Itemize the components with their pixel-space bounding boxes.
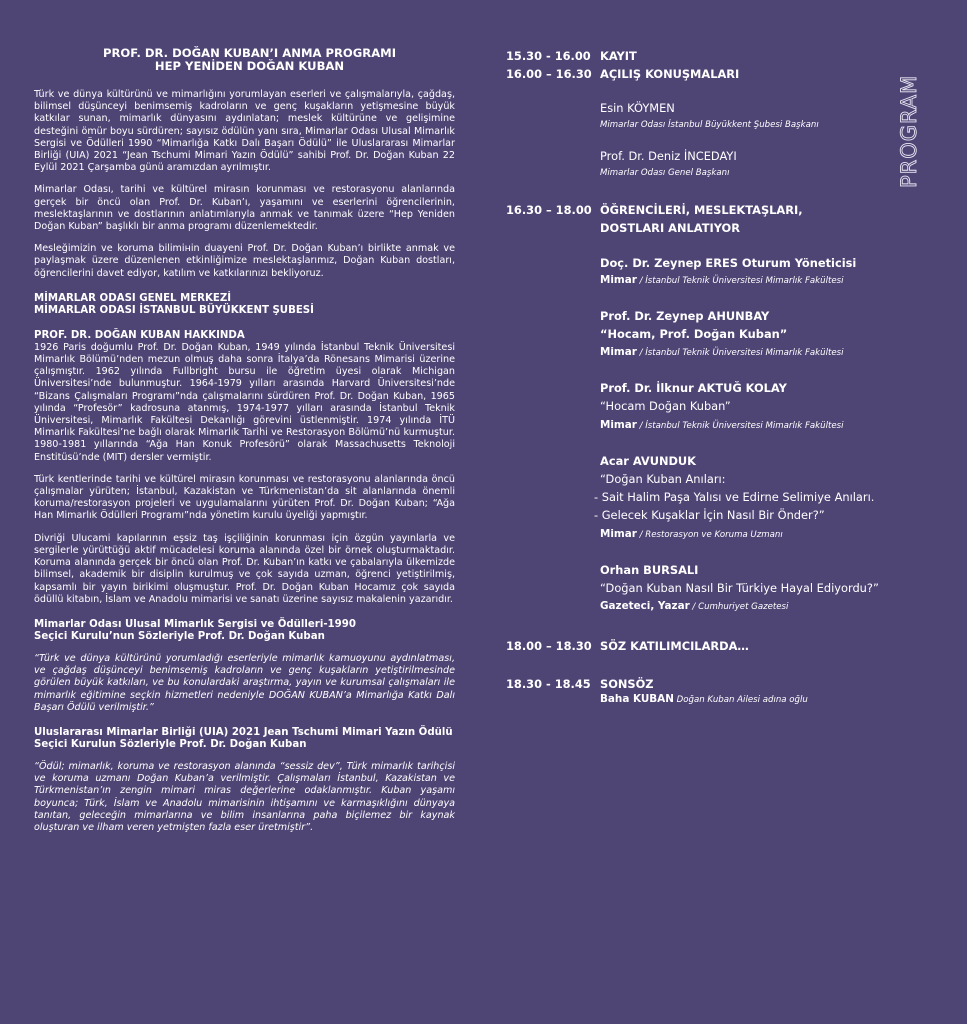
speaker-role: Mimarlar Odası Genel Başkanı — [600, 168, 730, 178]
session-opening — [506, 65, 906, 83]
speaker-role: Mimarlar Odası İstanbul Büyükkent Şubesi Başkanı — [600, 120, 819, 130]
session-time: 18.00 – 18.30 — [506, 639, 592, 653]
intro-paragraph-1: Türk ve dünya kültürünü ve mimarlığını yorumlayan eserleri ve çalışmalarıyla, çağdaş, bilimsel düşünceyi benimsemiş kadroların ve genç kuşakların yetişmesine büyük katkılar sunan, mimarlık dünyasını aydınlatan; meslek kültürüne ve gelişimine desteğini ömür boyu sürdüren; sayısız ödülün yanı sıra, Mimarlar Odası Ulusal Mimarlık Sergisi ve Ödülleri 1990 “Mimarlığa Katkı Dalı Başarı Ödülü” ile Uluslararası Mimarlar Birliği (UIA) 2021 “Jean Tschumi Mimari Yazın Ödülü” sahibi Prof. Dr. Doğan Kuban 22 Eylül 2021 Çarşamba günü aramızdan ayrılmıştır. — [34, 89, 455, 174]
award-2-line-1: Uluslararası Mimarlar Birliği (UIA) 2021 Jean Tschumi Mimari Yazın Ödülü — [34, 726, 453, 738]
award-1-line-1: Mimarlar Odası Ulusal Mimarlık Sergisi ve Ödülleri-1990 — [34, 618, 356, 630]
organizer-1: MİMARLAR ODASI GENEL MERKEZİ — [34, 292, 232, 304]
speaker-profession: Mimar — [600, 274, 637, 286]
session-time: 16.00 – 16.30 — [506, 67, 592, 81]
session-label: SONSÖZ — [600, 677, 654, 691]
award-2-heading — [34, 727, 455, 751]
speaker-role: Mimar / İstanbul Teknik Üniversitesi Mimarlık Fakültesi — [600, 274, 844, 286]
session-closing — [506, 675, 906, 693]
speaker-role — [600, 693, 906, 706]
speaker-ilknur-aktug-kolay — [600, 381, 906, 432]
session-label-line-1: ÖĞRENCİLERİ, MESLEKTAŞLARI, — [600, 203, 803, 217]
award-2-quote: “Ödül; mimarlık, koruma ve restorasyon alanında “sessiz dev”, Türk mimarlık tarihçisi ve koruma uzmanı Doğan Kuban’a verilmiştir. Çalışmaları İstanbul, Kazakistan ve Türkmenistan’ın zengin mimari miras değerlerine odaklanmıştır. Kuban yaşamı boyunca; Türk, İslam ve Anadolu mimarisinin ihtişamını ve karmaşıklığını dünyaya tanıtan, geleceğin mimarlarına ve bilim insanlarına paha biçilemez bir kaynak oluşturan ve ilham veren yetmişten fazla eser üretmiştir”. — [34, 760, 455, 833]
about-heading: PROF. DR. DOĞAN KUBAN HAKKINDA — [34, 329, 245, 341]
speaker-role: Mimar / İstanbul Teknik Üniversitesi Mimarlık Fakültesi — [600, 419, 844, 431]
award-1-quote: “Türk ve dünya kültürünü yorumladığı eserleriyle mimarlık kamuoyunu aydınlatması, ve çağdaş düşünceyi benimsemiş kadroların ve genç kuşakların yetiştirilmesinde görülen büyük katkıları, ve bu konulardaki araştırma, yayın ve kurumsal çalışmaları ile mimarlık eğitimine seçkin hizmetleri nedeniyle DOĞAN KUBAN’a Mimarlığa Katkı Dalı Başarı Ödülü verilmiştir.” — [34, 652, 455, 713]
talk-title-line-2: - Sait Halim Paşa Yalısı ve Edirne Selimiye Anıları. — [594, 490, 875, 504]
speaker-orhan-bursali — [600, 563, 906, 613]
speaker-zeynep-ahunbay — [600, 309, 906, 359]
program-column — [506, 47, 906, 706]
session-testimonies — [506, 201, 906, 237]
program-vertical-label: PROGRAM — [897, 74, 921, 188]
speaker-baha-kuban — [600, 693, 906, 706]
session-time: 16.30 – 18.00 — [506, 203, 592, 217]
about-paragraph-3: Divriği Ulucami kapılarının eşsiz taş işçiliğinin korunması için özgün yayınlarla ve sergilerle yürüttüğü aktif mücadelesi koruma alanında özel bir örnek oluşturmaktadır. Koruma alanında gerçek bir öncü olan Prof. Dr. Kuban’ın katkı ve çabalarıyla ülkemizde bilimsel, akademik bir disiplin kurulmuş ve çok sayıda uzman, öğrenci yetiştirilmiş, kapsamlı bir yayın birikimi oluşmuştur. Prof. Dr. Doğan Kuban Hocamız çok sayıda ödüllü kitabın, İslam ve Anadolu mimarisi ve sanatı üzerine sayısız makalenin yazarıdır. — [34, 532, 455, 605]
session-time: 18.30 - 18.45 — [506, 677, 591, 691]
talk-title: “Hocam Doğan Kuban” — [600, 399, 731, 413]
speaker-name: Doç. Dr. Zeynep ERES Oturum Yöneticisi — [600, 256, 857, 270]
left-column — [34, 47, 455, 834]
speaker-profession: Mimar — [600, 346, 637, 358]
event-title — [44, 47, 455, 73]
award-1-line-2: Seçici Kurulu’nun Sözleriyle Prof. Dr. Doğan Kuban — [34, 630, 325, 642]
session-label: AÇILIŞ KONUŞMALARI — [600, 67, 740, 81]
talk-title: “Hocam, Prof. Doğan Kuban” — [600, 327, 788, 341]
speaker-institution: İstanbul Teknik Üniversitesi Mimarlık Fakültesi — [645, 421, 844, 431]
title-line-2: HEP YENİDEN DOĞAN KUBAN — [154, 59, 345, 73]
session-label: KAYIT — [600, 49, 637, 63]
session-label-line-2: DOSTLARI ANLATIYOR — [600, 221, 741, 235]
session-label: SÖZ KATILIMCILARDA… — [600, 639, 749, 653]
session-time: 15.30 - 16.00 — [506, 49, 591, 63]
speaker-name: Prof. Dr. Deniz İNCEDAYI — [600, 149, 737, 163]
speaker-name: Baha KUBAN — [600, 693, 674, 705]
title-line-1: PROF. DR. DOĞAN KUBAN’I ANMA PROGRAMI — [102, 46, 397, 60]
intro-paragraph-2: Mimarlar Odası, tarihi ve kültürel mirasın korunması ve restorasyonu alanlarında gerçek bir öncü olan Prof. Dr. Kuban’ı, yaşamını ve eserlerini öğrencilerinin, meslektaşlarının ve dostlarının anlatımlarıyla anmak ve tanımak üzere “Hep Yeniden Doğan Kuban” başlıklı bir anma programı düzenlemektedir. — [34, 184, 455, 233]
speaker-profession: Mimar — [600, 419, 637, 431]
speaker-role: Mimar / İstanbul Teknik Üniversitesi Mimarlık Fakültesi — [600, 346, 844, 358]
speaker-zeynep-eres — [600, 256, 906, 287]
organizer-2: MİMARLAR ODASI İSTANBUL BÜYÜKKENT ŞUBESİ — [34, 304, 314, 316]
about-paragraph-2: Türk kentlerinde tarihi ve kültürel mirasın korunması ve restorasyonu alanlarında öncü çalışmalar yürüten; İstanbul, Kazakistan ve Türkmenistan’da sit alanlarında önemli koruma/restorasyon projeleri ve uygulamalarını yürüten Prof. Dr. Doğan Kuban; “Ağa Han Mimarlık Ödülleri Programı”nda yönetim kurulu üyeliği yapmıştır. — [34, 473, 455, 522]
speaker-profession: Mimar — [600, 528, 637, 540]
speaker-name: Acar AVUNDUK — [600, 454, 697, 468]
speaker-role: Mimar / Restorasyon ve Koruma Uzmanı — [600, 528, 783, 540]
speaker-institution: İstanbul Teknik Üniversitesi Mimarlık Fakültesi — [645, 348, 844, 358]
intro-paragraph-3: Mesleğimizin ve koruma bilimінin duayeni Prof. Dr. Doğan Kuban’ı birlikte anmak ve paylaşmak üzere düzenlenen etkinliğimize meslektaşlarımız, Doğan Kuban dostları, öğrencilerini davet ediyor, katılım ve katkılarınızı bekliyoruz. — [34, 243, 455, 279]
award-1-heading — [34, 619, 455, 643]
speaker-institution: Cumhuriyet Gazetesi — [698, 602, 789, 612]
speaker-profession: Gazeteci, Yazar — [600, 600, 690, 612]
speaker-institution: İstanbul Teknik Üniversitesi Mimarlık Fakültesi — [645, 276, 844, 286]
speaker-institution: Restorasyon ve Koruma Uzmanı — [645, 530, 783, 540]
speaker-affiliation: Doğan Kuban Ailesi adına oğlu — [676, 695, 808, 705]
speaker-acar-avunduk — [594, 454, 906, 541]
speaker-esin-koymen — [600, 101, 906, 131]
award-2-line-2: Seçici Kurulun Sözleriyle Prof. Dr. Doğan Kuban — [34, 738, 307, 750]
talk-title: “Doğan Kuban Nasıl Bir Türkiye Hayal Ediyordu?” — [600, 581, 879, 595]
speaker-name: Esin KÖYMEN — [600, 101, 675, 115]
organizers — [34, 293, 455, 317]
speaker-name: Orhan BURSALI — [600, 563, 699, 577]
session-label — [600, 201, 906, 237]
talk-title-line-3: - Gelecek Kuşaklar İçin Nasıl Bir Önder?” — [594, 508, 825, 522]
speaker-role: Gazeteci, Yazar / Cumhuriyet Gazetesi — [600, 600, 789, 612]
speaker-name: Prof. Dr. Zeynep AHUNBAY — [600, 309, 770, 323]
speaker-name: Prof. Dr. İlknur AKTUĞ KOLAY — [600, 381, 787, 395]
talk-title-line-1: “Doğan Kuban Anıları: — [600, 472, 726, 486]
session-floor — [506, 637, 906, 655]
session-registration — [506, 47, 906, 65]
about-paragraph-1: 1926 Paris doğumlu Prof. Dr. Doğan Kuban, 1949 yılında İstanbul Teknik Üniversitesi Mimarlık Bölümü’nden mezun olmuş daha sonra İtalya’da Rönesans Mimarisi üzerine çalışmıştır. 1962 yılında Fullbright bursu ile öğretim üyesi olarak Michigan Üniversitesi’nde bulunmuştur. 1964-1979 yılları arasında Harvard Üniversitesi’nde “Bizans Çalışmaları Programı”nda çalışmalarını sürdüren Prof. Dr. Doğan Kuban, 1965 yılında “Profesör” kadrosuna atanmış, 1974-1977 yılları arasında İstanbul Teknik Üniversitesi, Mimarlık Fakültesi Dekanlığı görevini üstlenmiştir. 1974 yılında İTÜ Mimarlık Fakültesi’ne bağlı olarak Mimarlık Tarihi ve Restorasyon Bölümü’nü kurmuştur. 1980-1981 yıllarında “Ağa Han Konuk Profesörü” olarak Massachusetts Teknoloji Enstitüsü’nde (MIT) dersler vermiştir. — [34, 341, 455, 463]
speaker-deniz-incedayi — [600, 149, 906, 179]
